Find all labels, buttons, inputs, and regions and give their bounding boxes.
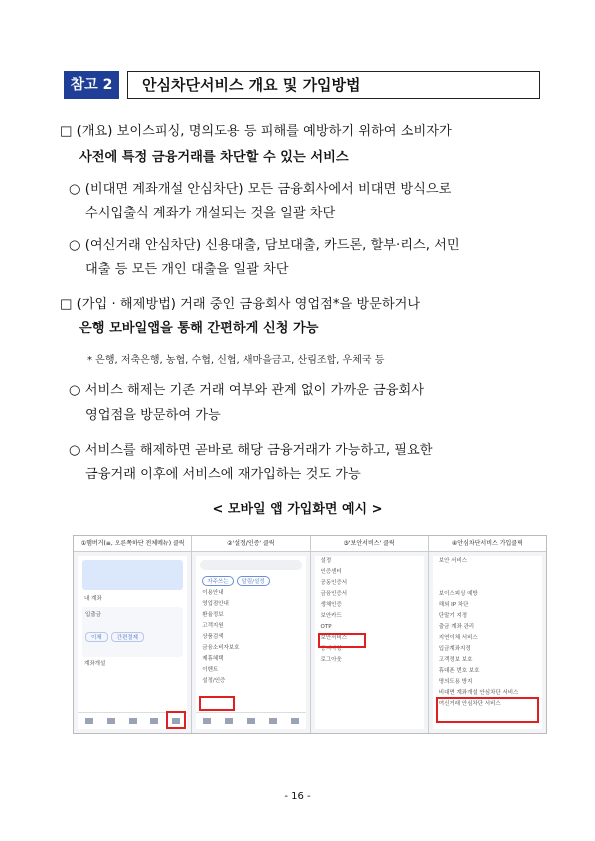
s4-row[interactable]: 출금 계좌 관리 <box>438 624 475 630</box>
figure-caption: < 모바일 앱 가입화면 예시 > <box>212 502 383 517</box>
screen-2-caption: ②'설정/인증' 클릭 <box>192 536 309 552</box>
s2-row[interactable]: 제휴혜택 <box>202 656 224 662</box>
s2-row[interactable]: 환율정보 <box>202 612 224 618</box>
item1-sub2a: ○ (여신거래 안심차단) 신용대출, 담보대출, 카드론, 할부·리스, 서민 <box>69 238 460 253</box>
s4-row[interactable]: 입금계좌지정 <box>438 646 471 652</box>
settings-row[interactable] <box>196 676 305 687</box>
security-highlight <box>318 633 366 648</box>
item2-sub2a: ○ 서비스를 해제하면 곧바로 해당 금융거래가 가능하고, 필요한 <box>69 443 433 458</box>
item1-sub2b: 대출 등 모든 개인 대출을 일괄 차단 <box>85 262 289 277</box>
account-panel <box>82 607 183 657</box>
item2-sub1a: ○ 서비스 해제는 기존 거래 여부와 관계 없이 가까운 금융회사 <box>69 383 424 398</box>
s1-row: 입출금 <box>85 612 101 618</box>
s3-row: 설정 <box>320 558 332 564</box>
s4-row[interactable]: 휴대폰 번호 보호 <box>438 668 480 674</box>
section-header <box>64 71 540 99</box>
s2-tabbar <box>196 712 305 729</box>
s3-row[interactable]: 생체인증 <box>320 602 342 608</box>
s4-row[interactable]: 명의도용 방지 <box>438 679 473 685</box>
s2-row[interactable]: 상품검색 <box>202 634 224 640</box>
item2-line2: 은행 모바일앱을 통해 간편하게 신청 가능 <box>79 321 319 336</box>
search-bar[interactable] <box>200 560 301 570</box>
s3-row[interactable]: 보안카드 <box>320 613 342 619</box>
section-tag: 참고 2 <box>64 71 119 99</box>
security-service-row[interactable]: 보안서비스 <box>320 635 348 641</box>
s3-row[interactable]: 인증센터 <box>320 569 342 575</box>
s4-row[interactable]: 해외 IP 차단 <box>438 602 469 608</box>
transfer-button[interactable]: 이체 <box>85 632 108 642</box>
credit-block-row[interactable]: 여신거래 안심차단 서비스 <box>438 701 501 707</box>
s3-row[interactable]: OTP <box>320 624 332 630</box>
settings-highlight <box>199 696 235 711</box>
app-screenshots <box>73 535 547 734</box>
screen-4-body <box>433 556 542 729</box>
s4-intro <box>433 567 542 589</box>
screen-3-caption: ③'보안서비스' 클릭 <box>311 536 428 552</box>
screen-1 <box>74 536 192 733</box>
s2-chip[interactable]: 자주쓰는 <box>202 576 233 586</box>
s4-row[interactable]: 보이스피싱 예방 <box>438 591 478 597</box>
screen-2-body <box>196 556 305 729</box>
item1-sub1b: 수시입출식 계좌가 개설되는 것을 일괄 차단 <box>85 206 336 221</box>
screen-4-caption: ④안심차단서비스 가입클릭 <box>429 536 546 552</box>
menu-highlight <box>166 711 186 729</box>
s3-row[interactable]: 로그아웃 <box>320 657 342 663</box>
s4-row[interactable]: 고객정보 보호 <box>438 657 473 663</box>
s1-row: 계좌개설 <box>84 661 106 667</box>
screen-3-body <box>315 556 424 729</box>
screen-1-body <box>78 556 187 729</box>
s4-row[interactable]: 단말기 지정 <box>438 613 468 619</box>
s3-row[interactable]: 공동인증서 <box>320 580 348 586</box>
item1-line2: 사전에 특정 금융거래를 차단할 수 있는 서비스 <box>79 150 349 165</box>
s3-row[interactable]: 공지사항 <box>320 646 342 652</box>
s2-row[interactable]: 고객지원 <box>202 623 224 629</box>
s2-chip[interactable]: 알림/설정 <box>237 576 270 586</box>
s3-row[interactable]: 금융인증서 <box>320 591 348 597</box>
item1-line1: □ (개요) 보이스피싱, 명의도용 등 피해를 예방하기 위하여 소비자가 <box>60 124 452 139</box>
item2-footnote: * 은행, 저축은행, 농협, 수협, 신협, 새마을금고, 산림조합, 우체국 등 <box>87 355 385 366</box>
s2-row[interactable]: 이벤트 <box>202 667 219 673</box>
s4-title: 보안 서비스 <box>438 558 468 564</box>
item2-sub1b: 영업점을 방문하여 가능 <box>85 408 221 423</box>
s2-row[interactable]: 금융소비자보호 <box>202 645 240 651</box>
pay-button[interactable]: 간편결제 <box>111 632 144 642</box>
s2-row[interactable]: 영업점안내 <box>202 601 229 607</box>
nonface-account-block-row[interactable]: 비대면 계좌개설 안심차단 서비스 <box>438 690 519 696</box>
settings-label: 설정/인증 <box>202 678 226 684</box>
screen-2 <box>192 536 310 733</box>
screen-3 <box>311 536 429 733</box>
screen-4 <box>429 536 546 733</box>
page-number: - 16 - <box>284 791 311 802</box>
block-service-highlight <box>436 697 539 723</box>
account-card <box>82 560 183 590</box>
s4-row[interactable]: 지연이체 서비스 <box>438 635 478 641</box>
item2-line1: □ (가입 · 해제방법) 거래 중인 금융회사 영업점*을 방문하거나 <box>60 297 421 312</box>
item1-sub1a: ○ (비대면 계좌개설 안심차단) 모든 금융회사에서 비대면 방식으로 <box>69 182 452 197</box>
screen-1-caption: ①햄버거(≡, 오른쪽하단 전체메뉴) 클릭 <box>74 536 191 552</box>
s2-row[interactable]: 이용안내 <box>202 590 224 596</box>
item2-sub2b: 금융거래 이후에 서비스에 재가입하는 것도 가능 <box>85 467 361 482</box>
s1-row: 내 계좌 <box>84 596 102 602</box>
section-title: 안심차단서비스 개요 및 가입방법 <box>127 71 540 99</box>
